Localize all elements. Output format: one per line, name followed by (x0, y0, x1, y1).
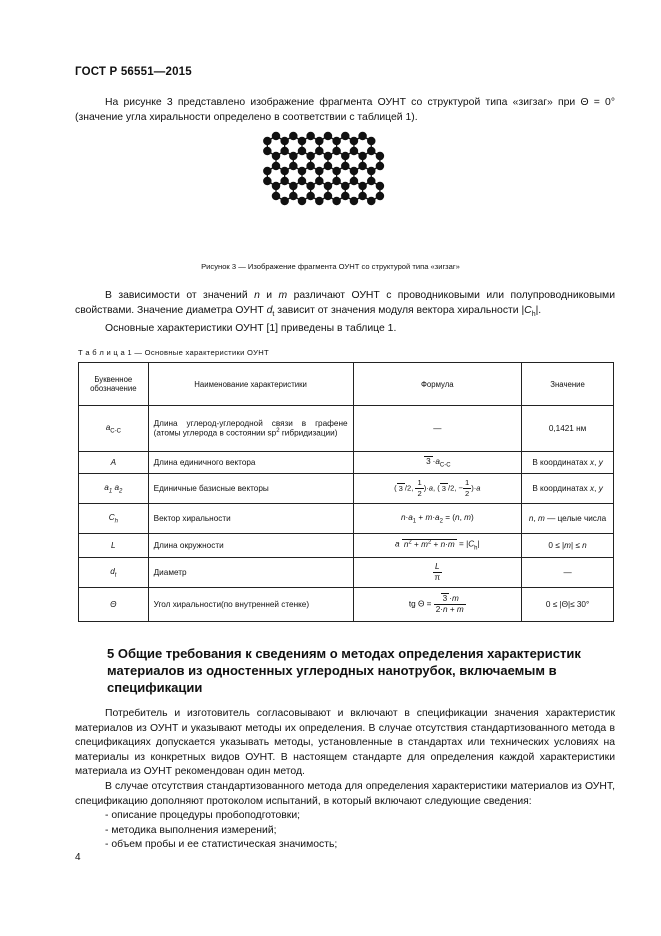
row-symbol: $a_1$ $a_2$ (79, 474, 149, 504)
carbon-atom (333, 167, 340, 174)
col-value: Значение (522, 363, 614, 406)
document-header: ГОСТ Р 56551—2015 (75, 66, 192, 78)
carbon-atom (376, 152, 383, 159)
carbon-atom (376, 192, 383, 199)
paragraph-n-m: В зависимости от значений n и m различают ОУНТ с проводниковыми или полупроводниковыми свойствами. Значение диаметра ОУНТ $d_t$ зависит от значения модуля вектора хиральности $|C_h|$. Основные характеристики ОУНТ [1] приведены в таблице 1. (75, 289, 615, 337)
carbon-atom (350, 137, 357, 144)
carbon-atom (290, 152, 297, 159)
zigzag-nanotube-figure (262, 130, 422, 242)
col-symbol: Буквенное обозначение (79, 363, 149, 406)
carbon-atom (281, 177, 288, 184)
characteristics-table (78, 362, 614, 622)
row-name: Вектор хиральности (148, 504, 353, 534)
carbon-atom (350, 167, 357, 174)
row-formula: $\frac{L}{\pi}$ (353, 558, 522, 588)
carbon-atom (359, 152, 366, 159)
section-heading: 5 Общие требования к сведениям о методах определения характеристик материалов из одностенных углеродных нанотрубок, включаемым в спецификации (107, 646, 581, 695)
row-value: 0 ≤ |m| ≤ n (522, 534, 614, 558)
carbon-atom (368, 147, 375, 154)
carbon-atom (281, 147, 288, 154)
carbon-atom (350, 177, 357, 184)
carbon-atom (281, 197, 288, 204)
table-reference-line: Основные характеристики ОУНТ [1] приведены в таблице 1. (105, 323, 397, 335)
intro-paragraph: На рисунке 3 представлено изображение фрагмента ОУНТ со структурой типа «зигзаг» при Θ = 0° (значение угла хиральности определено в соответствии с таблицей 1). (75, 97, 615, 123)
row-formula: — (353, 406, 522, 452)
row-formula: ( 3 /2, $\frac{1}{2}$ )·a, ( 3 /2, − $\frac{1}{2}$ )·a (353, 474, 522, 504)
page-number: 4 (75, 852, 81, 863)
row-name: Длина окружности (148, 534, 353, 558)
carbon-atom (376, 182, 383, 189)
table-caption: Т а б л и ц а 1 — Основные характеристики ОУНТ (78, 348, 269, 357)
carbon-atom (290, 182, 297, 189)
carbon-atom (307, 132, 314, 139)
carbon-atom (342, 182, 349, 189)
carbon-atom (272, 152, 279, 159)
carbon-atom (307, 192, 314, 199)
list-item: - методика выполнения измерений; (105, 824, 277, 836)
row-name: Единичные базисные векторы (148, 474, 353, 504)
carbon-atom (342, 152, 349, 159)
carbon-atom (316, 137, 323, 144)
table-row (79, 474, 614, 504)
carbon-atom (368, 137, 375, 144)
carbon-atom (272, 132, 279, 139)
list-item: - объем пробы и ее статистическая значимость; (105, 839, 338, 851)
carbon-atom (333, 197, 340, 204)
row-formula: $n\cdot a_1 + m\cdot a_2 = (n$, m) (353, 504, 522, 534)
row-formula: a $n^2 + m^2 + n\cdot m = |C_h|$ (353, 534, 522, 558)
carbon-atom (290, 162, 297, 169)
carbon-atom (307, 152, 314, 159)
row-value: В координатах x, y (522, 452, 614, 474)
carbon-atom (359, 132, 366, 139)
carbon-atom (272, 192, 279, 199)
row-formula: tg Θ = $\frac{3 \cdot m}{2\cdot n + m}$ (353, 588, 522, 622)
carbon-atom (324, 132, 331, 139)
carbon-atom (350, 147, 357, 154)
carbon-atom (316, 147, 323, 154)
carbon-atom (359, 182, 366, 189)
list-item: - описание процедуры пробоподготовки; (105, 810, 301, 822)
requirements-list (75, 809, 615, 853)
table-row (79, 558, 614, 588)
carbon-atom (307, 162, 314, 169)
row-value: 0,1421 нм (522, 406, 614, 452)
carbon-atom (298, 177, 305, 184)
body-paragraph-2: В случае отсутствия стандартизованного метода для определения характеристики материалов из ОУНТ, спецификацию дополняют протоколом испытаний, в который включают следующие сведения: (75, 780, 615, 807)
carbon-atom (324, 152, 331, 159)
table-row (79, 452, 614, 474)
carbon-atom (264, 177, 271, 184)
row-value: n, m — целые числа (522, 504, 614, 534)
carbon-atom (368, 177, 375, 184)
carbon-atom (264, 147, 271, 154)
carbon-atom (290, 192, 297, 199)
row-symbol: A (79, 452, 149, 474)
row-value: 0 ≤ |Θ|≤ 30° (522, 588, 614, 622)
carbon-atom (298, 147, 305, 154)
carbon-atom (324, 162, 331, 169)
row-name: Диаметр (148, 558, 353, 588)
row-symbol: L (79, 534, 149, 558)
table-row (79, 406, 614, 452)
carbon-atom (333, 137, 340, 144)
carbon-atom (272, 182, 279, 189)
table-row (79, 504, 614, 534)
table-header-row (79, 363, 614, 406)
col-formula: Формула (353, 363, 522, 406)
carbon-atom (281, 137, 288, 144)
row-name: Длина единичного вектора (148, 452, 353, 474)
carbon-atom (368, 167, 375, 174)
row-value: — (522, 558, 614, 588)
row-name: Угол хиральности(по внутренней стенке) (148, 588, 353, 622)
body-paragraph-1: Потребитель и изготовитель согласовывают и включают в спецификации значения характеристик материалов из ОУНТ и указывают методы их определения. В случае отсутствия стандартизованного метода в спецификациях допускается указывать методы, установленные в стандартах или технических условиях на материалы из конкретных видов ОУНТ. В настоящем стандарте для определения каждой характеристики материала из ОУНТ рекомендован один метод. (75, 708, 615, 778)
row-symbol: $d_t$ (79, 558, 149, 588)
table-row (79, 534, 614, 558)
carbon-atom (342, 132, 349, 139)
carbon-atom (316, 197, 323, 204)
carbon-atom (290, 132, 297, 139)
carbon-atom (281, 167, 288, 174)
carbon-atom (376, 162, 383, 169)
carbon-atom (307, 182, 314, 189)
carbon-atom (298, 167, 305, 174)
row-name: Длина углерод-углеродной связи в графене (атомы углерода в состоянии $sp^2$ гибридизации) (148, 406, 353, 452)
figure-caption: Рисунок 3 — Изображение фрагмента ОУНТ со структурой типа «зигзаг» (201, 262, 460, 271)
carbon-atom (264, 137, 271, 144)
col-name: Наименование характеристики (148, 363, 353, 406)
row-value: В координатах x, y (522, 474, 614, 504)
carbon-atom (350, 197, 357, 204)
row-formula: $3 \cdot a_{C-C}$ (353, 452, 522, 474)
carbon-atom (324, 182, 331, 189)
body-text (75, 707, 615, 853)
carbon-atom (359, 162, 366, 169)
carbon-atom (342, 162, 349, 169)
carbon-atom (342, 192, 349, 199)
carbon-atom (316, 167, 323, 174)
carbon-atom (333, 177, 340, 184)
carbon-atom (368, 197, 375, 204)
carbon-atom (298, 137, 305, 144)
carbon-atom (324, 192, 331, 199)
carbon-atom (316, 177, 323, 184)
carbon-atom (264, 167, 271, 174)
row-symbol: Θ (79, 588, 149, 622)
carbon-atom (298, 197, 305, 204)
row-symbol: $C_h$ (79, 504, 149, 534)
row-symbol: $a_{C-C}$ (79, 406, 149, 452)
carbon-atom (359, 192, 366, 199)
table-row (79, 588, 614, 622)
carbon-atom (333, 147, 340, 154)
carbon-atom (272, 162, 279, 169)
